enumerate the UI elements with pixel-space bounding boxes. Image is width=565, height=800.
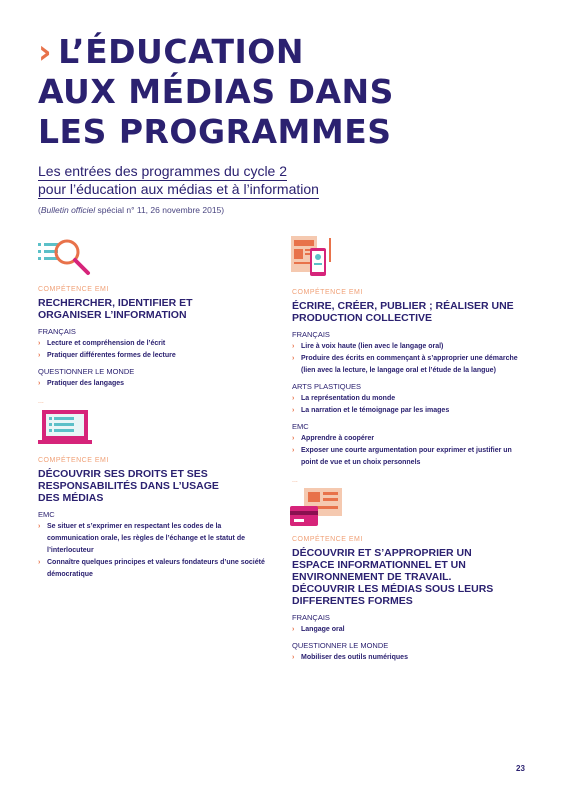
subject-label: EMC: [292, 422, 309, 431]
subtitle-line-1: Les entrées des programmes du cycle 2: [38, 163, 288, 179]
list-item: › Exposer une courte argumentation pour exprimer et justifier un point de vue et un choix personnels: [292, 445, 520, 469]
competence-block-2: [38, 457, 270, 581]
subject-label: EMC: [38, 510, 55, 519]
list-item: › Langage oral: [292, 624, 507, 636]
list-item: › Se situer et s’exprimer en respectant les codes de la communication orale, les règles de l’échange et le statut de l’interlocuteur: [38, 521, 270, 557]
competence-heading: RECHERCHER, IDENTIFIER ET ORGANISER L’INFORMATION: [38, 297, 193, 321]
list-item: › Pratiquer des langages: [38, 378, 253, 390]
competence-label: COMPÉTENCE EMI: [292, 536, 363, 543]
competence-heading: ÉCRIRE, CRÉER, PUBLIER ; RÉALISER UNE PRODUCTION COLLECTIVE: [292, 300, 514, 324]
ellipsis: ...: [292, 477, 298, 484]
competence-label: COMPÉTENCE EMI: [38, 286, 109, 293]
bulletin-reference: (Bulletin officiel spécial n° 11, 26 novembre 2015): [38, 205, 225, 215]
newspaper-phone-icon: [290, 232, 334, 280]
title-line-2: AUX MÉDIAS DANS: [38, 72, 394, 111]
list-item: › La narration et le témoignage par les images: [292, 405, 520, 417]
subject-label: FRANÇAIS: [38, 327, 76, 336]
title-line-3: LES PROGRAMMES: [38, 112, 392, 151]
list-item: › Apprendre à coopérer: [292, 433, 520, 445]
list-item: › Produire des écrits en commençant à s’approprier une démarche (lien avec la lecture, le langage oral et l’étude de la langue): [292, 353, 520, 377]
subject-label: QUESTIONNER LE MONDE: [38, 367, 135, 376]
competence-label: COMPÉTENCE EMI: [292, 289, 363, 296]
subject-label: FRANÇAIS: [292, 330, 330, 339]
list-item: › Pratiquer différentes formes de lecture: [38, 350, 253, 362]
list-item: › Lire à voix haute (lien avec le langage oral): [292, 341, 520, 353]
subject-label: QUESTIONNER LE MONDE: [292, 641, 389, 650]
laptop-icon: [38, 408, 92, 448]
subtitle: [38, 163, 458, 199]
list-item: › Connaître quelques principes et valeurs fondateurs d’une société démocratique: [38, 557, 270, 581]
competence-block-4: [292, 536, 507, 664]
page-title: [38, 32, 538, 152]
ellipsis: ...: [38, 398, 44, 405]
magnifier-list-icon: [38, 237, 92, 277]
title-line-1: › L’ÉDUCATION: [38, 32, 304, 71]
competence-block-1: [38, 286, 253, 405]
card-tablet-icon: [290, 488, 348, 528]
competence-label: COMPÉTENCE EMI: [38, 457, 109, 464]
page-number: 23: [516, 764, 525, 773]
list-item: › Lecture et compréhension de l’écrit: [38, 338, 253, 350]
subtitle-line-2: pour l’éducation aux médias et à l’information: [38, 181, 319, 197]
chevron-right-icon: ›: [38, 32, 53, 71]
competence-heading: DÉCOUVRIR ET S’APPROPRIER UN ESPACE INFORMATIONNEL ET UN ENVIRONNEMENT DE TRAVAIL. DÉCOUVRIR LES MÉDIAS SOUS LEURS DIFFERENTES FORMES: [292, 547, 494, 607]
list-item: › Mobiliser des outils numériques: [292, 652, 507, 664]
subject-label: ARTS PLASTIQUES: [292, 382, 362, 391]
list-item: › La représentation du monde: [292, 393, 520, 405]
competence-heading: DÉCOUVRIR SES DROITS ET SES RESPONSABILITÉS DANS L’USAGE DES MÉDIAS: [38, 468, 219, 504]
subject-label: FRANÇAIS: [292, 613, 330, 622]
competence-block-3: [292, 289, 520, 484]
